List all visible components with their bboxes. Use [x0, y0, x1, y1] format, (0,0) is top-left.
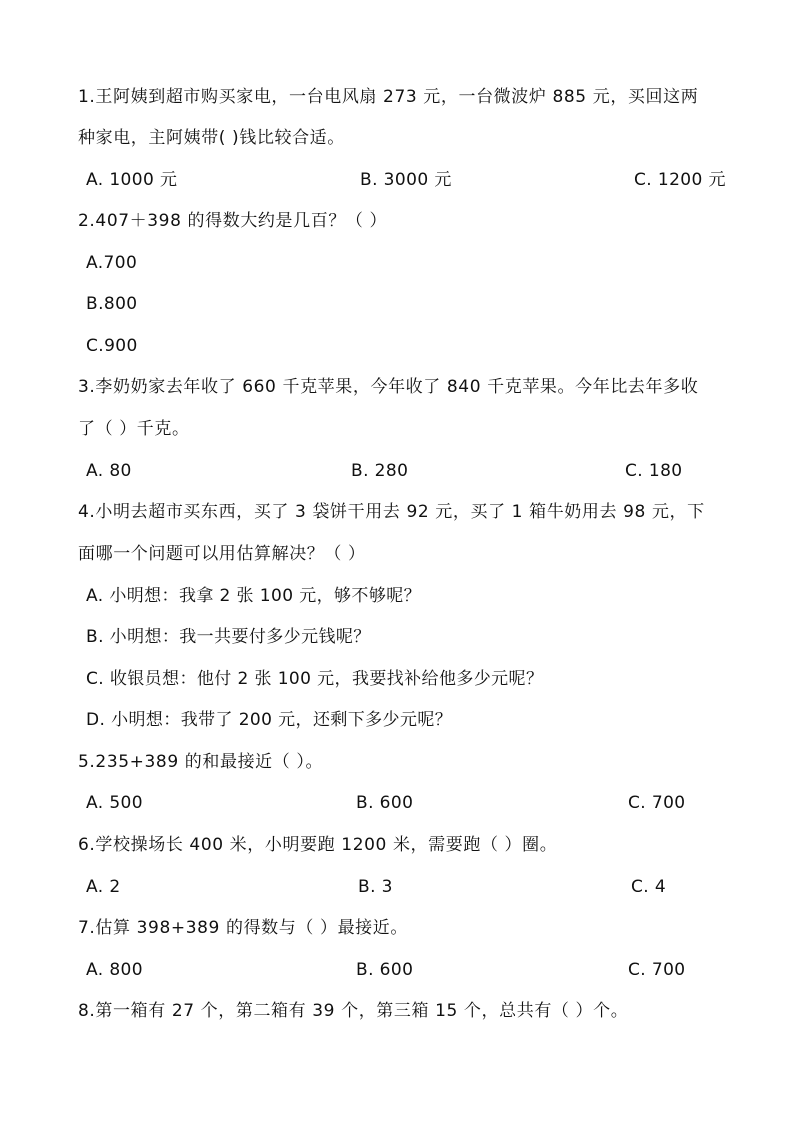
question-5-line-1: 5.235+389 的和最接近（ ）。 [78, 752, 324, 772]
question-5-option-a: A. 500 [86, 793, 143, 813]
question-6-option-c: C. 4 [631, 877, 667, 897]
question-6-option-b: B. 3 [358, 877, 393, 897]
question-6-option-a: A. 2 [86, 877, 121, 897]
question-4-option-a: A. 小明想：我拿 2 张 100 元，够不够呢？ [86, 586, 422, 606]
question-1-option-b: B. 3000 元 [360, 170, 452, 190]
question-1-option-a: A. 1000 元 [86, 170, 178, 190]
question-2-option-b: B.800 [86, 294, 138, 314]
question-8-line-1: 8.第一箱有 27 个，第二箱有 39 个，第三箱 15 个，总共有（ ）个。 [78, 1001, 629, 1021]
question-7-line-1: 7.估算 398+389 的得数与（ ）最接近。 [78, 918, 408, 938]
question-2-option-c: C.900 [86, 336, 138, 356]
question-5-option-b: B. 600 [356, 793, 414, 813]
question-6-line-1: 6.学校操场长 400 米，小明要跑 1200 米，需要跑（ ）圈。 [78, 835, 558, 855]
question-2-line-1: 2.407＋398 的得数大约是几百？（ ） [78, 211, 388, 231]
question-1-line-1: 1.王阿姨到超市购买家电，一台电风扇 273 元，一台微波炉 885 元，买回这两 [78, 87, 699, 107]
question-4-option-b: B. 小明想：我一共要付多少元钱呢？ [86, 627, 371, 647]
question-4-option-c: C. 收银员想：他付 2 张 100 元，我要找补给他多少元呢？ [86, 669, 544, 689]
question-3-line-1: 3.李奶奶家去年收了 660 千克苹果，今年收了 840 千克苹果。今年比去年多收 [78, 377, 699, 397]
question-3-option-c: C. 180 [625, 461, 683, 481]
question-3-line-2: 了（ ）千克。 [78, 419, 190, 439]
question-3-option-b: B. 280 [351, 461, 409, 481]
question-1-option-c: C. 1200 元 [634, 170, 726, 190]
question-4-line-1: 4.小明去超市买东西，买了 3 袋饼干用去 92 元，买了 1 箱牛奶用去 98 元，下 [78, 502, 705, 522]
question-1-line-2: 种家电，主阿姨带( )钱比较合适。 [78, 128, 345, 148]
question-4-option-d: D. 小明想：我带了 200 元，还剩下多少元呢？ [86, 710, 453, 730]
question-3-option-a: A. 80 [86, 461, 132, 481]
question-5-option-c: C. 700 [628, 793, 686, 813]
question-2-option-a: A.700 [86, 253, 138, 273]
question-7-option-b: B. 600 [356, 960, 414, 980]
question-7-option-a: A. 800 [86, 960, 143, 980]
question-4-line-2: 面哪一个问题可以用估算解决？（ ） [78, 544, 366, 564]
question-7-option-c: C. 700 [628, 960, 686, 980]
